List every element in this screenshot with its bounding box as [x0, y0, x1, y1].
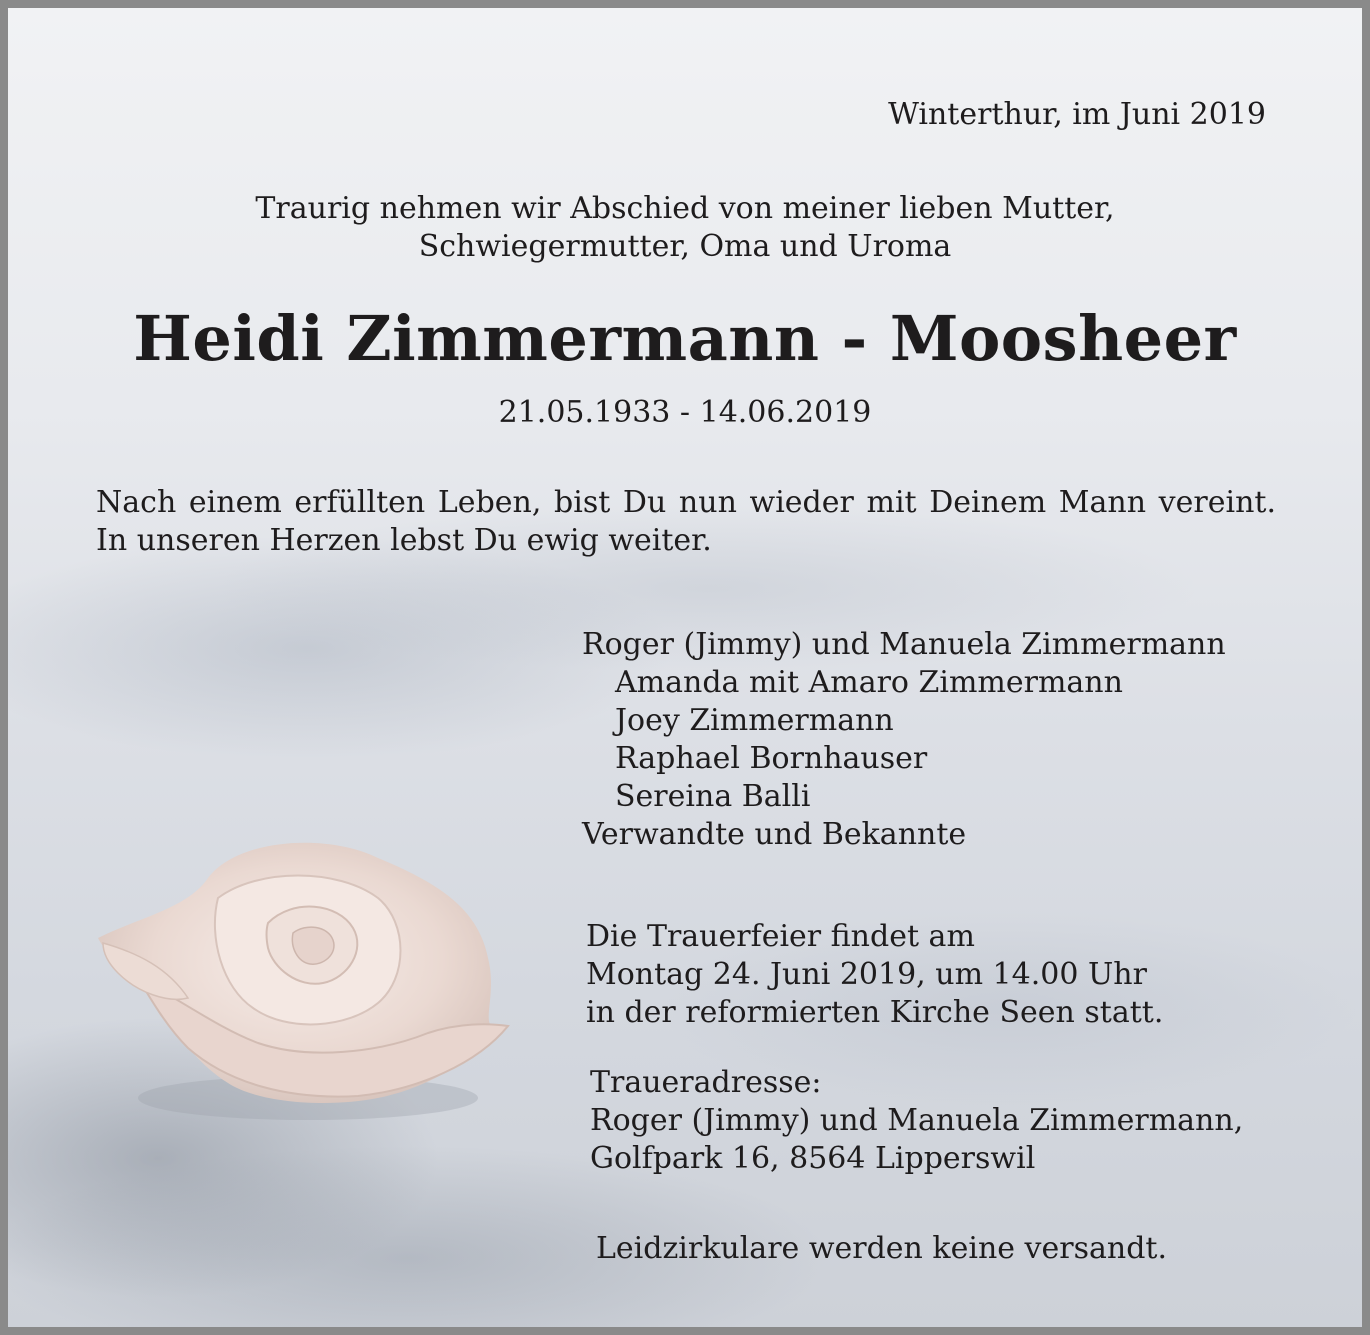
address-line-1: Roger (Jimmy) und Manuela Zimmermann, [590, 1103, 1244, 1138]
mourning-address [590, 1064, 1243, 1178]
intro-text [8, 190, 1362, 266]
family-member: Verwandte und Bekannte [582, 817, 967, 852]
address-line-2: Golfpark 16, 8564 Lipperswil [590, 1141, 1036, 1176]
family-member: Sereina Balli [615, 779, 811, 814]
family-list [582, 626, 1226, 854]
family-member: Joey Zimmermann [615, 703, 894, 738]
ceremony-line-2: Montag 24. Juni 2019, um 14.00 Uhr [586, 957, 1147, 992]
family-member: Roger (Jimmy) und Manuela Zimmermann [582, 627, 1226, 662]
address-label: Traueradresse: [590, 1065, 822, 1100]
intro-line-2: Schwiegermutter, Oma und Uroma [418, 229, 952, 264]
life-dates: 21.05.1933 - 14.06.2019 [498, 395, 872, 430]
family-member: Raphael Bornhauser [615, 741, 928, 776]
farewell-message: Nach einem erfüllten Leben, bist Du nun wieder mit Deinem Mann vereint. In unseren Herzen lebst Du ewig weiter. [96, 485, 1276, 558]
obituary-card [8, 8, 1362, 1327]
ceremony-line-3: in der reformierten Kirche Seen statt. [586, 995, 1164, 1030]
ceremony-info [586, 918, 1163, 1032]
ceremony-line-1: Die Trauerfeier findet am [586, 919, 975, 954]
deceased-name: Heidi Zimmermann - Moosheer [133, 302, 1237, 375]
rose-image [78, 828, 518, 1128]
family-member: Amanda mit Amaro Zimmermann [615, 665, 1123, 700]
place-date: Winterthur, im Juni 2019 [888, 97, 1266, 132]
circular-note: Leidzirkulare werden keine versandt. [596, 1231, 1167, 1266]
intro-line-1: Traurig nehmen wir Abschied von meiner lieben Mutter, [255, 191, 1115, 226]
